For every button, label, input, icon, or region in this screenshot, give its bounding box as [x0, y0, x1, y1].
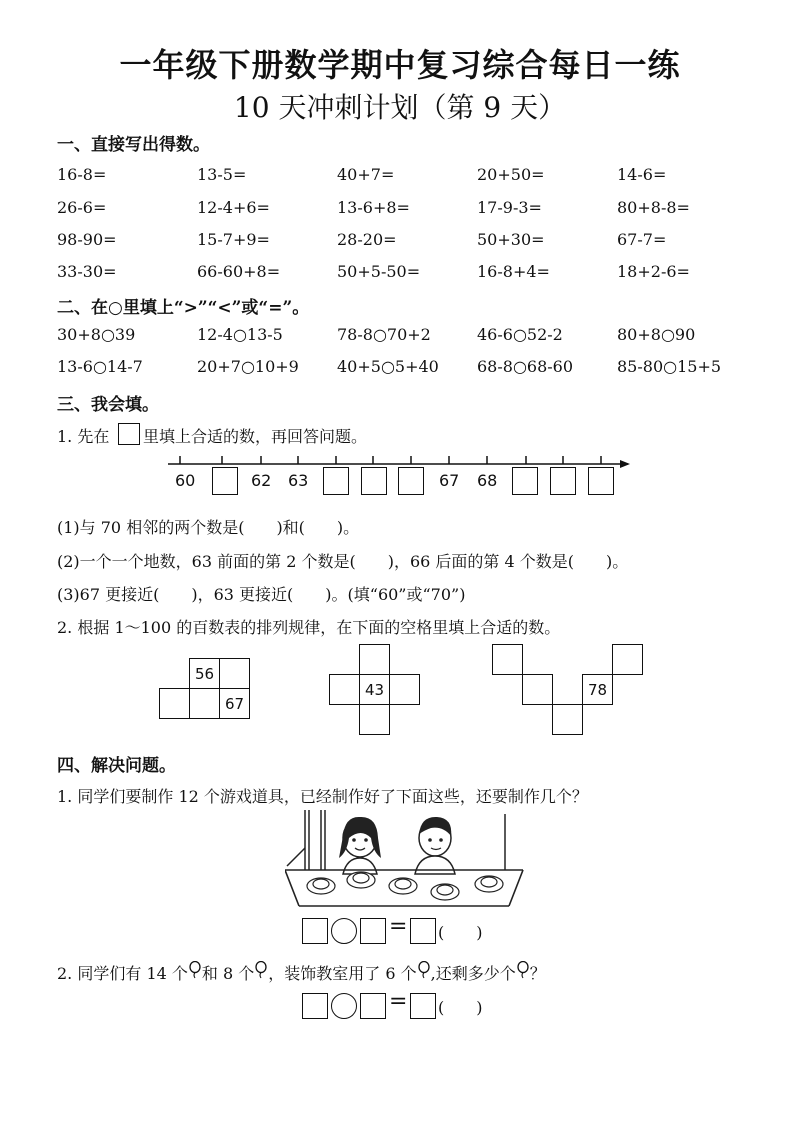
grid-cell[interactable]	[189, 688, 220, 719]
number-line-box[interactable]	[398, 467, 424, 495]
arithmetic-problem: 20+50=	[477, 165, 545, 184]
arithmetic-problem: 33-30=	[57, 262, 117, 281]
arithmetic-problem: 13-6+8=	[337, 198, 410, 217]
arithmetic-problem: 40+7=	[337, 165, 395, 184]
q3-1-prefix: 1. 先在	[57, 427, 110, 446]
q3-1-sub3: (3)67 更接近( )，63 更接近( )。(填“60”或“70”)	[57, 585, 466, 604]
section4-heading: 四、解决问题。	[57, 756, 176, 776]
page-title: 一年级下册数学期中复习综合每日一练	[119, 46, 681, 84]
comparison-problem: 13-6○14-7	[57, 357, 143, 376]
arithmetic-problem: 16-8=	[57, 165, 107, 184]
arithmetic-problem: 26-6=	[57, 198, 107, 217]
grid-cell[interactable]	[159, 688, 190, 719]
arithmetic-problem: 16-8+4=	[477, 262, 550, 281]
arithmetic-problem: 18+2-6=	[617, 262, 690, 281]
q3-2-text: 2. 根据 1～100 的百数表的排列规律，在下面的空格里填上合适的数。	[57, 618, 561, 637]
number-line-box[interactable]	[588, 467, 614, 495]
equals-sign: =	[389, 989, 408, 1014]
children-illustration	[285, 808, 535, 914]
grid-cell[interactable]	[492, 644, 523, 675]
q4-2-text: 2. 同学们有 14 个 和 8 个 ，装饰教室用了 6 个 ,还剩多少个 ？	[57, 961, 546, 984]
comparison-problem: 40+5○5+40	[337, 357, 439, 376]
section3-heading: 三、我会填。	[57, 395, 159, 415]
comparison-problem: 85-80○15+5	[617, 357, 722, 376]
comparison-problem: 68-8○68-60	[477, 357, 574, 376]
answer-box[interactable]	[410, 918, 436, 944]
comparison-problem: 12-4○13-5	[197, 325, 283, 344]
arrow-right-icon	[620, 460, 630, 468]
number-line-box[interactable]	[323, 467, 349, 495]
arithmetic-problem: 13-5=	[197, 165, 247, 184]
comparison-problem: 30+8○39	[57, 325, 136, 344]
grid-cell[interactable]	[522, 674, 553, 705]
q4-1-text: 1. 同学们要制作 12 个游戏道具，已经制作好了下面这些，还要制作几个？	[57, 787, 588, 806]
arithmetic-problem: 15-7+9=	[197, 230, 270, 249]
grid-cell[interactable]	[359, 704, 390, 735]
answer-box[interactable]	[360, 993, 386, 1019]
grid-cell: 78	[582, 674, 613, 705]
grid-cell: 56	[189, 658, 220, 689]
arithmetic-problem: 28-20=	[337, 230, 397, 249]
q3-1-sub2: (2)一个一个地数，63 前面的第 2 个数是( )，66 后面的第 4 个数是( )。	[57, 552, 629, 571]
page-subtitle: 10 天冲刺计划（第 9 天）	[233, 91, 567, 124]
number-line-box[interactable]	[512, 467, 538, 495]
arithmetic-problem: 12-4+6=	[197, 198, 270, 217]
arithmetic-problem: 80+8-8=	[617, 198, 690, 217]
arithmetic-problem: 50+5-50=	[337, 262, 421, 281]
unit-paren: ( )	[438, 923, 483, 942]
answer-box[interactable]	[118, 423, 140, 445]
grid-cell[interactable]	[552, 704, 583, 735]
answer-box[interactable]	[302, 918, 328, 944]
comparison-problem: 78-8○70+2	[337, 325, 431, 344]
number-line-box[interactable]	[361, 467, 387, 495]
arithmetic-problem: 67-7=	[617, 230, 667, 249]
number-line-box[interactable]	[212, 467, 238, 495]
arithmetic-problem: 50+30=	[477, 230, 545, 249]
balloon-icon	[417, 961, 431, 979]
section1-heading: 一、直接写出得数。	[57, 135, 210, 155]
balloon-icon	[516, 961, 530, 979]
grid-cell: 43	[359, 674, 390, 705]
arithmetic-problem: 14-6=	[617, 165, 667, 184]
q3-1-suffix: 里填上合适的数，再回答问题。	[143, 427, 368, 446]
grid-cell[interactable]	[329, 674, 360, 705]
comparison-problem: 20+7○10+9	[197, 357, 299, 376]
grid-cell[interactable]	[219, 658, 250, 689]
grid-cell[interactable]	[359, 644, 390, 675]
equals-sign: =	[389, 914, 408, 939]
number-line-label: 60	[175, 471, 196, 490]
section2-heading: 二、在○里填上“>”“<”或“=”。	[57, 298, 310, 318]
number-line-label: 63	[288, 471, 309, 490]
balloon-icon	[254, 961, 268, 979]
unit-paren: ( )	[438, 998, 483, 1017]
grid-cell[interactable]	[612, 644, 643, 675]
balloon-icon	[188, 961, 202, 979]
number-line-label: 67	[439, 471, 460, 490]
q3-1-sub1: (1)与 70 相邻的两个数是( )和( )。	[57, 518, 360, 537]
paper-flower-icon	[307, 872, 503, 900]
grid-cell: 67	[219, 688, 250, 719]
number-line-box[interactable]	[550, 467, 576, 495]
operator-circle[interactable]	[331, 993, 357, 1019]
arithmetic-problem: 66-60+8=	[197, 262, 281, 281]
number-line-label: 62	[251, 471, 272, 490]
number-line-label: 68	[477, 471, 498, 490]
comparison-problem: 46-6○52-2	[477, 325, 563, 344]
comparison-problem: 80+8○90	[617, 325, 696, 344]
arithmetic-problem: 17-9-3=	[477, 198, 542, 217]
answer-box[interactable]	[302, 993, 328, 1019]
grid-cell[interactable]	[389, 674, 420, 705]
operator-circle[interactable]	[331, 918, 357, 944]
answer-box[interactable]	[410, 993, 436, 1019]
arithmetic-problem: 98-90=	[57, 230, 117, 249]
answer-box[interactable]	[360, 918, 386, 944]
